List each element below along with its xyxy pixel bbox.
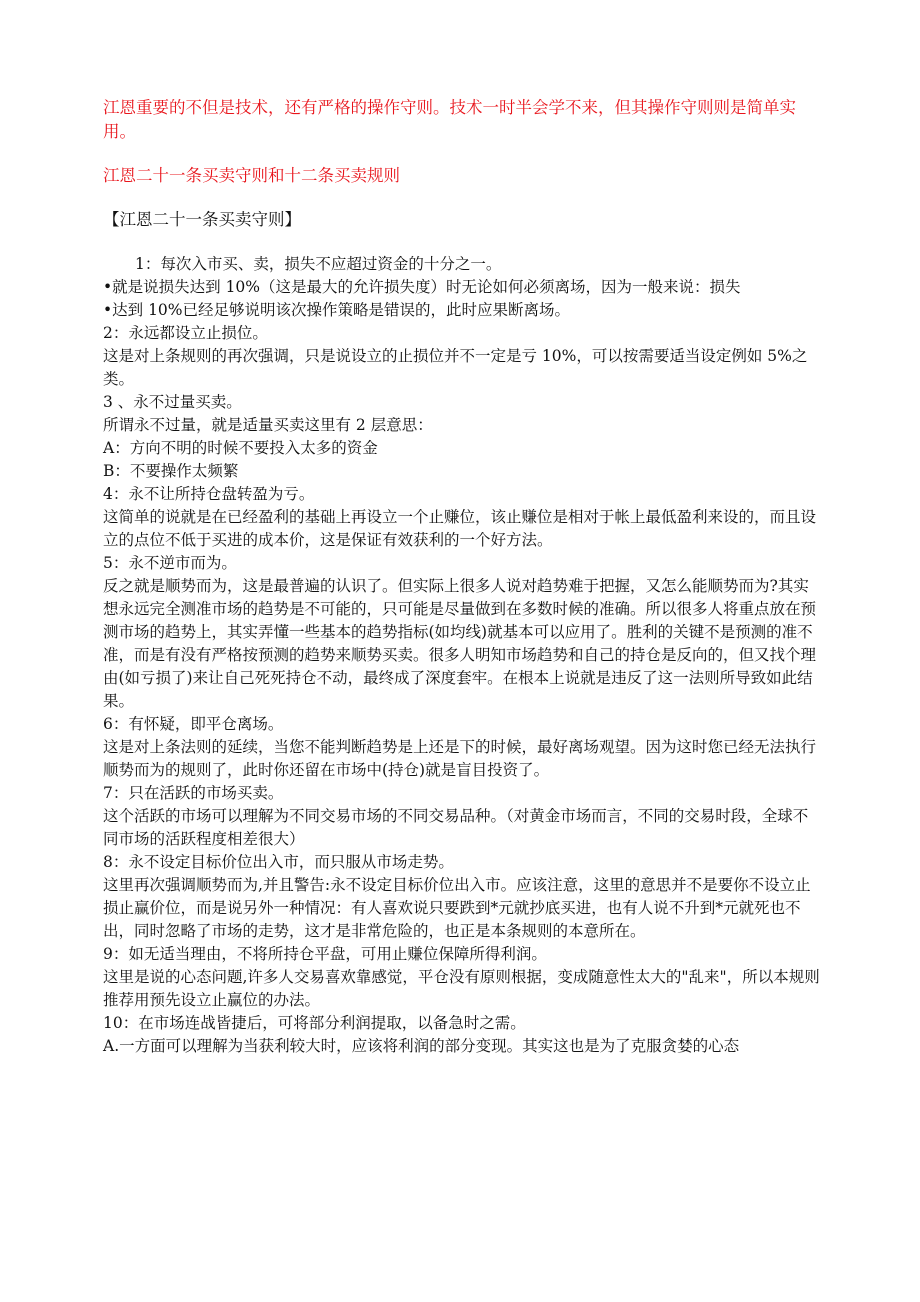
rule-line: 所谓永不过量，就是适量买卖这里有 2 层意思： <box>103 416 433 434</box>
rule-line: 9：如无适当理由，不将所持仓平盘，可用止赚位保障所得利润。 <box>103 945 547 963</box>
rule-line: 这是对上条法则的延续，当您不能判断趋势是上还是下的时候，最好离场观望。因为这时您已经无法执行顺势而为的规则了，此时你还留在市场中(持仓)就是盲目投资了。 <box>103 738 817 779</box>
rule-line: A.一方面可以理解为当获利较大时，应该将利润的部分变现。其实这也是为了克服贪婪的心态 <box>103 1037 740 1055</box>
rule-line: 2：永远都设立止损位。 <box>103 324 268 342</box>
rule-line: 这里是说的心态问题,许多人交易喜欢靠感觉，平仓没有原则根据，变成随意性太大的"乱来"，所以本规则推荐用预先设立止赢位的办法。 <box>103 968 820 1009</box>
section-heading: 【江恩二十一条买卖守则】 <box>103 210 301 229</box>
rule-line: B：不要操作太频繁 <box>103 462 239 480</box>
rule-line: 反之就是顺势而为，这是最普遍的认识了。但实际上很多人说对趋势难于把握，又怎么能顺势而为?其实想永远完全测准市场的趋势是不可能的，只可能是尽量做到在多数时候的准确。所以很多人将重点放在预测市场的趋势上，其实弄懂一些基本的趋势指标(如均线)就基本可以应用了。胜利的关键不是预测的准不准，而是有没有严格按预测的趋势来顺势买卖。很多人明知市场趋势和自己的持仓是反向的，但又找个理由(如亏损了)来让自己死死持仓不动，最终成了深度套牢。在根本上说就是违反了这一法则所导致如此结果。 <box>103 577 817 710</box>
rule-line: •就是说损失达到 10%（这是最大的允许损失度）时无论如何必须离场，因为一般来说：损失 <box>103 278 741 296</box>
document-title: 江恩二十一条买卖守则和十二条买卖规则 <box>103 166 400 185</box>
rules-body <box>103 253 823 1058</box>
rule-line: •达到 10%已经足够说明该次操作策略是错误的，此时应果断离场。 <box>103 301 571 319</box>
rule-line: 这个活跃的市场可以理解为不同交易市场的不同交易品种。（对黄金市场而言，不同的交易时段，全球不同市场的活跃程度相差很大） <box>103 807 809 848</box>
rule-line: 8：永不设定目标价位出入市，而只服从市场走势。 <box>103 853 454 871</box>
rule-line: 1：每次入市买、卖，损失不应超过资金的十分之一。 <box>135 255 502 273</box>
rule-line: A：方向不明的时候不要投入太多的资金 <box>103 439 378 457</box>
rule-line: 5：永不逆市而为。 <box>103 554 237 572</box>
rule-line: 这是对上条规则的再次强调，只是说设立的止损位并不一定是亏 10%，可以按需要适当设定例如 5%之类。 <box>103 347 808 388</box>
intro-paragraph: 江恩重要的不但是技术，还有严格的操作守则。技术一时半会学不来，但其操作守则则是简单实用。 <box>103 98 796 141</box>
rule-line: 10：在市场连战皆捷后，可将部分利润提取，以备急时之需。 <box>103 1014 526 1032</box>
document-page <box>103 96 823 1058</box>
rule-line: 6：有怀疑，即平仓离场。 <box>103 715 284 733</box>
rule-line: 这里再次强调顺势而为,并且警告:永不设定目标价位出入市。应该注意，这里的意思并不是要你不设立止损止赢价位，而是说另外一种情况：有人喜欢说只要跌到*元就抄底买进，也有人说不升到*元就死也不出，同时忽略了市场的走势，这才是非常危险的，也正是本条规则的本意所在。 <box>103 876 811 940</box>
rule-line: 这简单的说就是在已经盈利的基础上再设立一个止赚位，该止赚位是相对于帐上最低盈利来设的，而且设立的点位不低于买进的成本价，这是保证有效获利的一个好方法。 <box>103 508 817 549</box>
rule-line: 4：永不让所持仓盘转盈为亏。 <box>103 485 315 503</box>
rule-line: 3 、永不过量买卖。 <box>103 393 242 411</box>
rule-line: 7：只在活跃的市场买卖。 <box>103 784 284 802</box>
